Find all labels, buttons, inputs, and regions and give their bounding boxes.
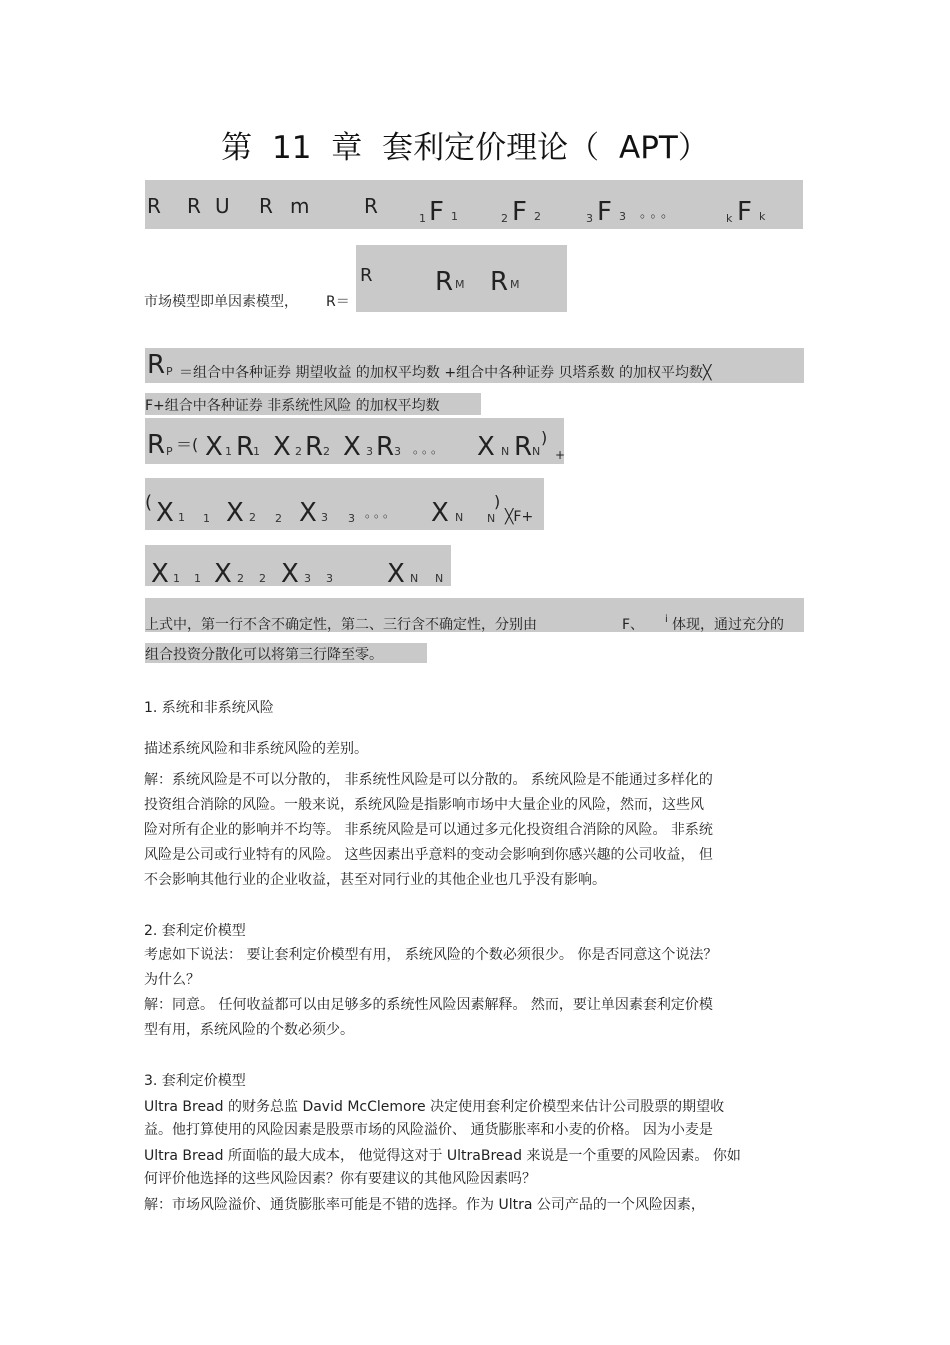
formula-subscript: 2 bbox=[249, 511, 256, 524]
formula-subscript: 2 bbox=[295, 445, 302, 458]
formula-subscript: N bbox=[532, 445, 541, 458]
note-text: F、 bbox=[622, 617, 645, 633]
formula-subscript: N bbox=[435, 572, 444, 585]
formula-operator: ) bbox=[494, 492, 501, 511]
formula-subscript: 2 bbox=[275, 512, 282, 525]
formula-symbol: U bbox=[215, 194, 230, 218]
formula-ellipsis: 。。。 bbox=[413, 442, 447, 456]
formula-symbol: R bbox=[305, 432, 324, 462]
formula-symbol: R bbox=[187, 194, 201, 218]
page-title: 第 11 章 套利定价理论（ APT） bbox=[221, 130, 709, 166]
formula-factor: F bbox=[512, 197, 527, 227]
formula-symbol: R bbox=[364, 194, 378, 218]
body-line: Ultra Bread 的财务总监 David McClemore 决定使用套利定价模型来估计公司股票的期望收 bbox=[144, 1099, 725, 1115]
formula-symbol: m bbox=[290, 194, 310, 218]
portfolio-desc-line2 bbox=[145, 393, 481, 415]
formula-subscript: 2 bbox=[534, 210, 541, 223]
formula-subscript: k bbox=[759, 210, 766, 223]
formula-operator: ( bbox=[145, 492, 153, 513]
answer-line: 解：系统风险是不可以分散的， 非系统性风险是可以分散的。 系统风险是不能通过多样化的 bbox=[144, 772, 713, 788]
formula-symbol: R bbox=[147, 350, 166, 380]
formula-subscript: P bbox=[166, 445, 173, 458]
formula-symbol: X bbox=[281, 559, 299, 589]
formula-market-model bbox=[356, 245, 567, 312]
formula-operator: ＝( bbox=[176, 435, 199, 454]
formula-subscript: 3 bbox=[586, 212, 593, 225]
answer-line: 不会影响其他行业的企业收益，甚至对同行业的其他企业也几乎没有影响。 bbox=[144, 872, 606, 888]
formula-symbol: R bbox=[147, 194, 161, 218]
formula-operator: + bbox=[555, 448, 566, 462]
formula-subscript: 3 bbox=[304, 572, 311, 585]
formula-symbol: X bbox=[151, 559, 169, 589]
formula-subscript: N bbox=[455, 511, 464, 524]
note-text: i bbox=[665, 614, 668, 625]
formula-subscript: N bbox=[410, 572, 419, 585]
formula-subscript: k bbox=[726, 212, 733, 225]
body-line: 考虑如下说法： 要让套利定价模型有用， 系统风险的个数必须很少。 你是否同意这个说法？ bbox=[144, 947, 718, 963]
formula-subscript: N bbox=[501, 445, 510, 458]
answer-line: 投资组合消除的风险。一般来说，系统风险是指影响市场中大量企业的风险，然而，这些风 bbox=[144, 797, 704, 813]
portfolio-desc-text: F+组合中各种证券 非系统性风险 的加权平均数 bbox=[145, 398, 440, 414]
formula-subscript: 1 bbox=[173, 572, 180, 585]
formula-subscript: 1 bbox=[451, 210, 458, 223]
body-line: 益。他打算使用的风险因素是股票市场的风险溢价、 通货膨胀率和小麦的价格。 因为小麦是 bbox=[144, 1122, 713, 1138]
formula-subscript: 1 bbox=[178, 511, 185, 524]
formula-subscript: 3 bbox=[619, 210, 626, 223]
formula-symbol: R bbox=[514, 432, 533, 462]
body-line: 解：同意。 任何收益都可以由足够多的系统性风险因素解释。 然而，要让单因素套利定价模 bbox=[144, 997, 713, 1013]
formula-symbol: X bbox=[299, 498, 317, 528]
body-line: 解：市场风险溢价、通货膨胀率可能是不错的选择。作为 Ultra 公司产品的一个风险因素， bbox=[144, 1197, 705, 1213]
formula-subscript: 1 bbox=[253, 445, 260, 458]
market-model-equals: R＝ bbox=[326, 294, 350, 310]
formula-symbol: R bbox=[259, 194, 273, 218]
formula-operator: ) bbox=[541, 428, 548, 447]
formula-symbol: X bbox=[226, 498, 244, 528]
formula-symbol: X bbox=[343, 432, 361, 462]
section-heading: 2. 套利定价模型 bbox=[144, 923, 246, 939]
formula-symbol: R bbox=[360, 265, 373, 286]
formula-ellipsis: 。。。 bbox=[640, 206, 679, 221]
formula-factor: F bbox=[429, 197, 444, 227]
market-model-label: 市场模型即单因素模型， bbox=[144, 294, 298, 310]
formula-symbol: X bbox=[214, 559, 232, 589]
formula-subscript: 3 bbox=[366, 445, 373, 458]
equation-row-3 bbox=[145, 545, 451, 589]
formula-subscript: 1 bbox=[203, 512, 210, 525]
equation-row-2 bbox=[145, 478, 544, 530]
equation-row-1 bbox=[145, 418, 564, 464]
note-line1 bbox=[145, 598, 804, 632]
formula-subscript: N bbox=[487, 512, 496, 525]
formula-symbol: R bbox=[147, 430, 166, 460]
portfolio-desc-text: ＝组合中各种证券 期望收益 的加权平均数 +组合中各种证券 贝塔系数 的加权平均数╳ bbox=[179, 365, 712, 381]
formula-ellipsis: 。。。 bbox=[365, 506, 399, 520]
body-line: 何评价他选择的这些风险因素？你有要建议的其他风险因素吗？ bbox=[144, 1171, 536, 1187]
formula-subscript: 3 bbox=[326, 572, 333, 585]
formula-symbol: R bbox=[435, 267, 454, 297]
formula-symbol: X bbox=[205, 432, 223, 462]
formula-subscript: 2 bbox=[237, 572, 244, 585]
body-line: 为什么？ bbox=[144, 972, 200, 988]
answer-line: 风险是公司或行业特有的风险。 这些因素出乎意料的变动会影响到你感兴趣的公司收益， 但 bbox=[144, 847, 713, 863]
section-heading: 3. 套利定价模型 bbox=[144, 1073, 246, 1089]
formula-subscript: 3 bbox=[394, 445, 401, 458]
formula-subscript: 2 bbox=[501, 212, 508, 225]
formula-subscript: 3 bbox=[348, 512, 355, 525]
formula-symbol: X bbox=[273, 432, 291, 462]
formula-subscript: M bbox=[455, 278, 465, 291]
formula-subscript: M bbox=[510, 278, 520, 291]
formula-factor: F bbox=[737, 197, 752, 227]
formula-subscript: 1 bbox=[225, 445, 232, 458]
note-line2 bbox=[145, 643, 427, 663]
formula-symbol: X bbox=[431, 498, 449, 528]
formula-factor: F bbox=[597, 197, 612, 227]
question-text: 描述系统风险和非系统风险的差别。 bbox=[144, 741, 368, 757]
formula-subscript: 1 bbox=[419, 212, 426, 225]
formula-symbol: R bbox=[236, 432, 255, 462]
formula-apt-multifactor bbox=[145, 180, 803, 229]
formula-symbol: R bbox=[490, 267, 509, 297]
answer-line: 险对所有企业的影响并不均等。 非系统风险是可以通过多元化投资组合消除的风险。 非系统 bbox=[144, 822, 713, 838]
formula-subscript: 3 bbox=[321, 511, 328, 524]
portfolio-desc-line1 bbox=[145, 348, 804, 383]
formula-subscript: P bbox=[166, 365, 173, 378]
note-text: 体现，通过充分的 bbox=[672, 617, 784, 633]
formula-symbol: X bbox=[477, 432, 495, 462]
formula-operator: ╳F+ bbox=[505, 509, 534, 525]
formula-symbol: X bbox=[387, 559, 405, 589]
formula-subscript: 1 bbox=[194, 572, 201, 585]
formula-subscript: 2 bbox=[323, 445, 330, 458]
formula-symbol: X bbox=[156, 498, 174, 528]
formula-subscript: 2 bbox=[259, 572, 266, 585]
formula-symbol: R bbox=[376, 432, 395, 462]
body-line: Ultra Bread 所面临的最大成本， 他觉得这对于 UltraBread 来说是一个重要的风险因素。 你如 bbox=[144, 1148, 741, 1164]
note-text: 组合投资分散化可以将第三行降至零。 bbox=[145, 647, 383, 663]
section-heading: 1. 系统和非系统风险 bbox=[144, 700, 274, 716]
body-line: 型有用，系统风险的个数必须少。 bbox=[144, 1022, 354, 1038]
note-text: 上式中，第一行不含不确定性，第二、三行含不确定性，分别由 bbox=[145, 617, 537, 633]
